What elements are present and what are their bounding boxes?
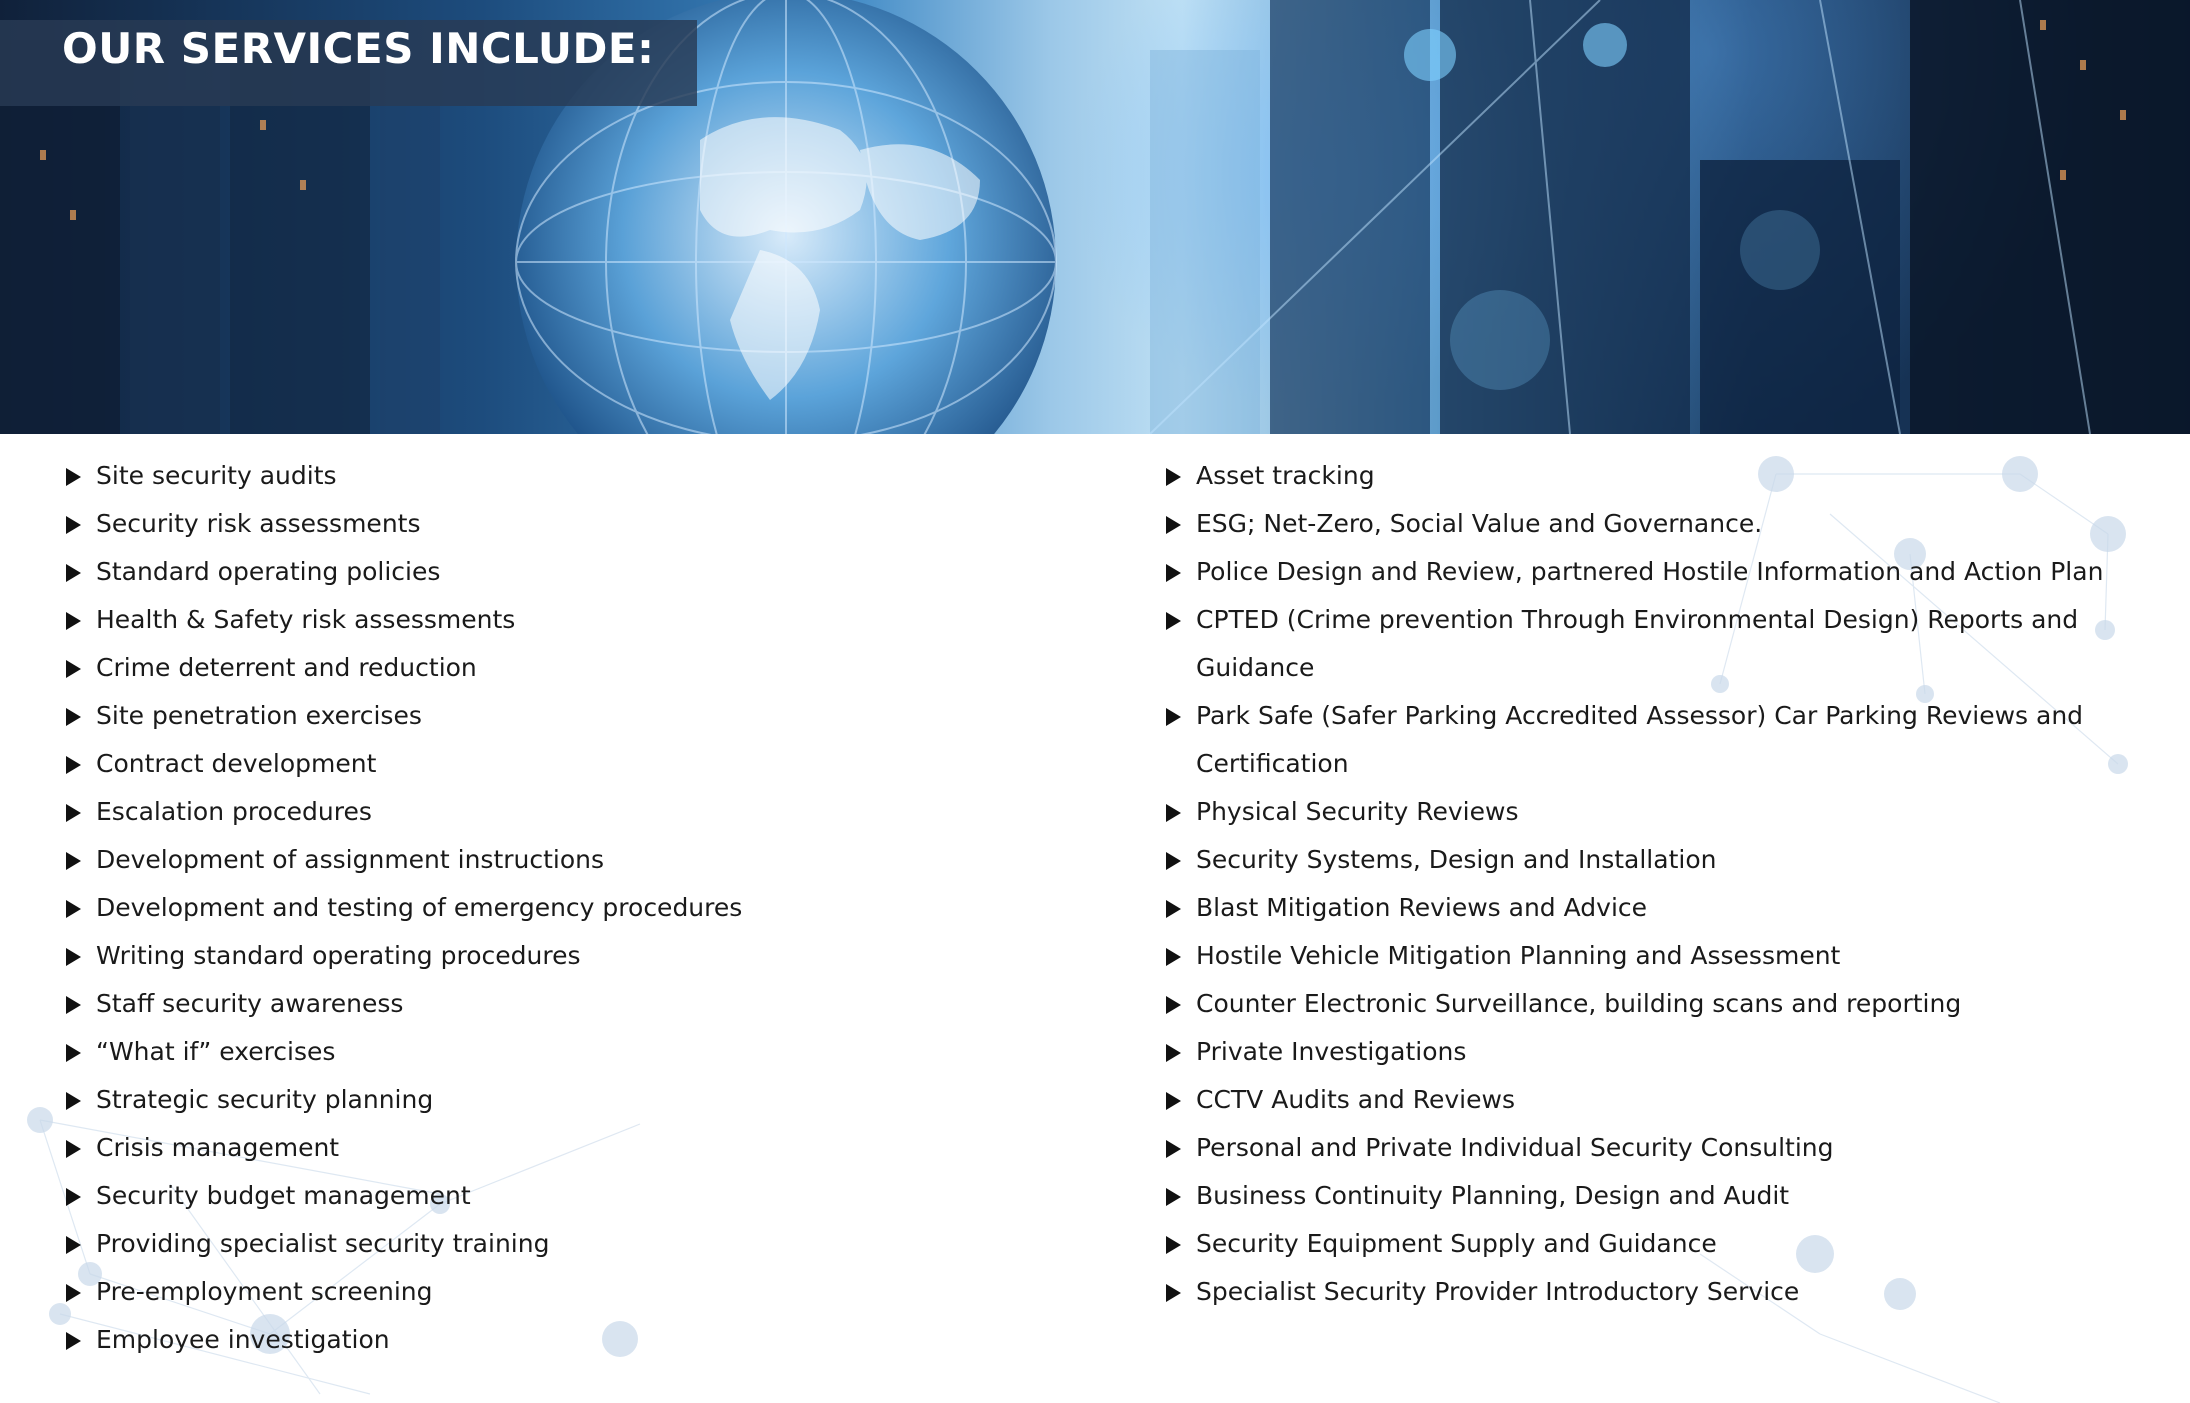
bullet-triangle-icon [1166, 468, 1181, 486]
list-item: Contract development [66, 740, 1146, 788]
bullet-triangle-icon [1166, 1236, 1181, 1254]
bullet-triangle-icon [66, 1140, 81, 1158]
bullet-triangle-icon [66, 1044, 81, 1062]
bullet-triangle-icon [66, 516, 81, 534]
list-item: Crisis management [66, 1124, 1146, 1172]
page-title: OUR SERVICES INCLUDE: [62, 24, 655, 73]
bullet-triangle-icon [1166, 804, 1181, 822]
bullet-triangle-icon [66, 1284, 81, 1302]
bullet-triangle-icon [1166, 900, 1181, 918]
bullet-triangle-icon [66, 948, 81, 966]
header-image [0, 0, 2190, 434]
list-item: Park Safe (Safer Parking Accredited Assessor) Car Parking Reviews and Certification [1166, 692, 2176, 788]
list-item: Crime deterrent and reduction [66, 644, 1146, 692]
bullet-triangle-icon [1166, 1140, 1181, 1158]
bullet-triangle-icon [1166, 1092, 1181, 1110]
bullet-triangle-icon [66, 852, 81, 870]
list-item: Police Design and Review, partnered Hostile Information and Action Plan [1166, 548, 2176, 596]
list-item: Standard operating policies [66, 548, 1146, 596]
list-item: Employee investigation [66, 1316, 1146, 1364]
list-item: Private Investigations [1166, 1028, 2176, 1076]
list-item: Escalation procedures [66, 788, 1146, 836]
bullet-triangle-icon [66, 804, 81, 822]
list-item: Personal and Private Individual Security Consulting [1166, 1124, 2176, 1172]
list-item: Security risk assessments [66, 500, 1146, 548]
list-item: Providing specialist security training [66, 1220, 1146, 1268]
bullet-triangle-icon [66, 660, 81, 678]
bullet-triangle-icon [66, 564, 81, 582]
bullet-triangle-icon [66, 1332, 81, 1350]
list-item: Strategic security planning [66, 1076, 1146, 1124]
list-item: Blast Mitigation Reviews and Advice [1166, 884, 2176, 932]
list-item: ESG; Net-Zero, Social Value and Governance. [1166, 500, 2176, 548]
bullet-triangle-icon [66, 996, 81, 1014]
bullet-triangle-icon [1166, 1044, 1181, 1062]
list-item: Asset tracking [1166, 452, 2176, 500]
services-list-left [66, 452, 1146, 1364]
bullet-triangle-icon [1166, 564, 1181, 582]
list-item: Development of assignment instructions [66, 836, 1146, 884]
list-item: CCTV Audits and Reviews [1166, 1076, 2176, 1124]
bullet-triangle-icon [66, 1188, 81, 1206]
bullet-triangle-icon [1166, 948, 1181, 966]
bullet-triangle-icon [1166, 612, 1181, 630]
list-item: Staff security awareness [66, 980, 1146, 1028]
list-item: Health & Safety risk assessments [66, 596, 1146, 644]
list-item: “What if” exercises [66, 1028, 1146, 1076]
list-item: Business Continuity Planning, Design and Audit [1166, 1172, 2176, 1220]
list-item: Pre-employment screening [66, 1268, 1146, 1316]
bullet-triangle-icon [66, 468, 81, 486]
bullet-triangle-icon [66, 900, 81, 918]
bullet-triangle-icon [1166, 708, 1181, 726]
list-item: Security Systems, Design and Installation [1166, 836, 2176, 884]
list-item: Counter Electronic Surveillance, building scans and reporting [1166, 980, 2176, 1028]
bullet-triangle-icon [66, 1092, 81, 1110]
list-item: Physical Security Reviews [1166, 788, 2176, 836]
list-item: Specialist Security Provider Introductory Service [1166, 1268, 2176, 1316]
bullet-triangle-icon [66, 612, 81, 630]
list-item: Security Equipment Supply and Guidance [1166, 1220, 2176, 1268]
list-item: Security budget management [66, 1172, 1146, 1220]
list-item: Development and testing of emergency procedures [66, 884, 1146, 932]
list-item: CPTED (Crime prevention Through Environmental Design) Reports and Guidance [1166, 596, 2176, 692]
bullet-triangle-icon [1166, 852, 1181, 870]
bullet-triangle-icon [1166, 996, 1181, 1014]
list-item: Site penetration exercises [66, 692, 1146, 740]
bullet-triangle-icon [66, 1236, 81, 1254]
list-item: Site security audits [66, 452, 1146, 500]
list-item: Hostile Vehicle Mitigation Planning and Assessment [1166, 932, 2176, 980]
list-item: Writing standard operating procedures [66, 932, 1146, 980]
bullet-triangle-icon [1166, 1284, 1181, 1302]
bullet-triangle-icon [66, 756, 81, 774]
bullet-triangle-icon [1166, 516, 1181, 534]
services-list-right [1166, 452, 2176, 1316]
bullet-triangle-icon [1166, 1188, 1181, 1206]
bullet-triangle-icon [66, 708, 81, 726]
